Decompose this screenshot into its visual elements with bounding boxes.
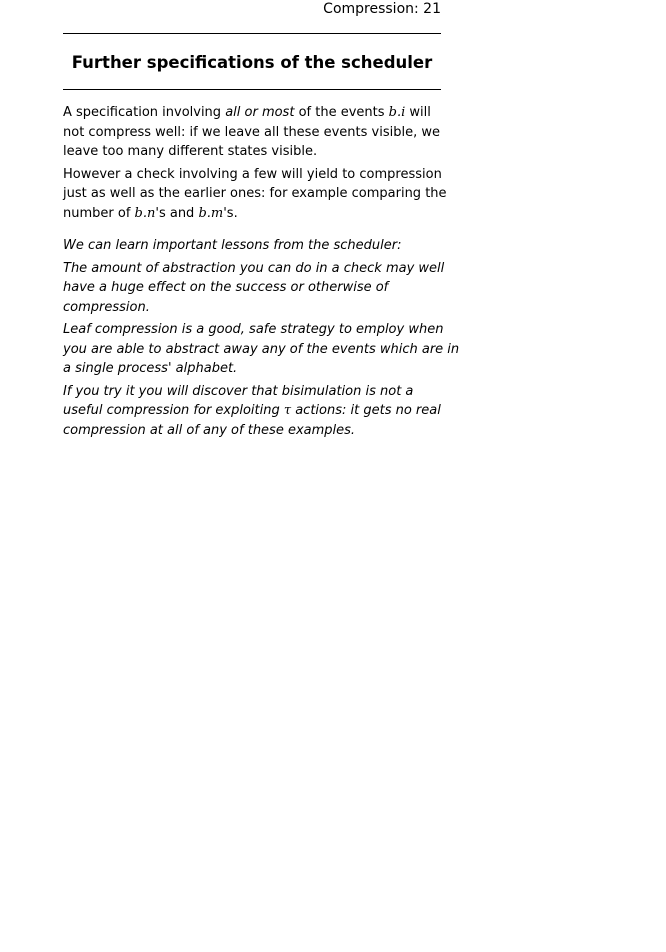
text-line: just as well as the earlier ones: for example comparing the <box>63 186 447 201</box>
text-line: We can learn important lessons from the scheduler: <box>63 238 402 253</box>
text-line: not compress well: if we leave all these events visible, we <box>63 124 440 140</box>
math-expression: τ <box>283 403 292 418</box>
text-span: 's and <box>155 205 199 221</box>
text-span: 's. <box>223 205 238 221</box>
math-expression: b.n <box>134 205 156 221</box>
slide-title: Further specifications of the scheduler <box>71 53 433 72</box>
text-line <box>63 401 441 421</box>
text-line: However a check involving a few will yield to compression <box>63 166 442 182</box>
running-head: Compression: 21 <box>323 1 441 17</box>
emphasis-text: all or most <box>225 105 295 120</box>
title-rule-top <box>63 33 441 34</box>
text-line <box>63 103 441 123</box>
body-text <box>63 103 460 443</box>
text-span: useful compression for exploiting <box>63 403 284 418</box>
text-span: of the events <box>294 105 389 120</box>
text-span: A specification involving <box>63 105 226 120</box>
text-line: Leaf compression is a good, safe strategy to employ when <box>63 322 444 337</box>
text-span: number of <box>63 205 135 221</box>
paragraph-check <box>63 165 447 224</box>
text-line: you are able to abstract away any of the events which are in <box>63 341 460 357</box>
paragraph-specification <box>63 103 441 162</box>
text-span: will <box>405 105 431 120</box>
paragraph-lesson-leaf-compression <box>63 320 460 379</box>
text-line: compression at all of any of these examples. <box>63 422 356 438</box>
math-expression: b.m <box>198 205 224 221</box>
text-line: have a huge effect on the success or otherwise of <box>63 280 389 295</box>
text-span: actions: it gets no real <box>291 403 441 418</box>
text-line: The amount of abstraction you can do in a check may well <box>63 260 445 276</box>
paragraph-lesson-bisimulation <box>63 382 441 441</box>
text-line: leave too many different states visible. <box>63 144 318 159</box>
math-expression: b.i <box>388 105 406 120</box>
title-rule-bottom <box>63 89 441 90</box>
text-line: a single process' alphabet. <box>63 361 238 376</box>
text-line <box>63 204 441 224</box>
paragraph-lesson-abstraction <box>63 259 445 318</box>
text-line: If you try it you will discover that bisimulation is not a <box>63 383 414 399</box>
paragraph-lessons-intro <box>63 236 441 256</box>
text-line: compression. <box>63 299 150 315</box>
